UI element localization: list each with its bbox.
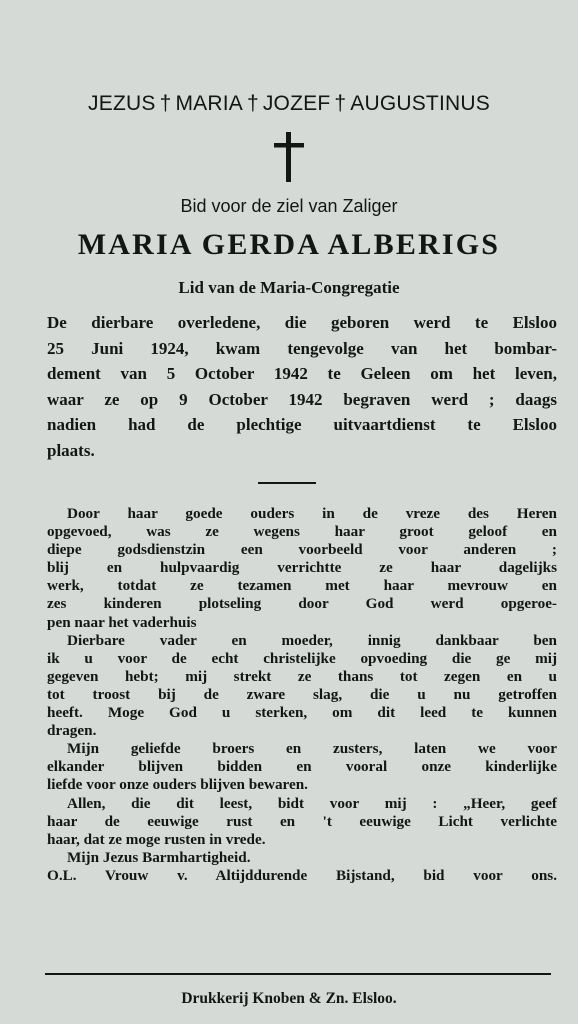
prayer-line: Mijn Jezus Barmhartigheid. (67, 848, 251, 866)
prayer-line: haar de eeuwige rust en 't eeuwige Licht verlichte (47, 812, 557, 830)
short-divider (258, 482, 316, 484)
membership-line: Lid van de Maria-Congregatie (178, 278, 400, 297)
biography-line: nadien had de plechtige uitvaartdienst te Elsloo (47, 415, 557, 434)
latin-cross-icon (0, 132, 578, 187)
prayer-line: tot troost bij de zware slag, die u nu getroffen (47, 685, 557, 703)
biography-line: De dierbare overledene, die geboren werd te Elsloo (47, 313, 557, 332)
header-name: AUGUSTINUS (350, 92, 490, 115)
prayer-line: elkander blijven bidden en vooral onze kinderlijke (47, 758, 557, 776)
dagger-icon: † (334, 92, 347, 115)
prayer-line: zes kinderen plotseling door God werd opgeroe- (47, 595, 557, 613)
prayer-line: liefde voor onze ouders blijven bewaren. (47, 776, 308, 794)
prayer-line: diepe godsdienstzin een voorbeeld voor anderen ; (47, 541, 557, 559)
prayer-line: O.L. Vrouw v. Altijddurende Bijstand, bid voor ons. (47, 866, 557, 884)
prayer-line: heeft. Moge God u sterken, om dit leed te kunnen (47, 704, 557, 722)
prayer-line: pen naar het vaderhuis (47, 613, 197, 631)
holy-names-header (0, 92, 578, 116)
prayer-line: Door haar goede ouders in de vreze des Heren (67, 505, 557, 522)
prayer-line: haar, dat ze moge rusten in vrede. (47, 830, 266, 848)
prayer-line: blij en hulpvaardig verrichtte ze haar dagelijks (47, 559, 557, 577)
prayer-line: Mijn geliefde broers en zusters, laten we voor (67, 740, 557, 758)
prayer-line: ik u voor de echt christelijke opvoeding die ge mij (47, 649, 557, 667)
printer-credit: Drukkerij Knoben & Zn. Elsloo. (181, 990, 397, 1007)
prayer-line: Dierbare vader en moeder, innig dankbaar ben (67, 631, 557, 649)
dagger-icon: † (246, 92, 259, 115)
header-name: MARIA (175, 92, 243, 115)
invocation-line: Bid voor de ziel van Zaliger (180, 196, 398, 216)
biography-line: 25 Juni 1924, kwam tengevolge van het bombar- (47, 338, 557, 358)
header-name: JEZUS (88, 92, 156, 115)
header-name: JOZEF (262, 92, 331, 115)
prayer-line: gegeven hebt; mij strekt ze thans tot zegen en u (47, 667, 557, 685)
long-divider (45, 973, 551, 975)
biography-paragraph (47, 310, 557, 463)
prayer-line: opgevoed, was ze wegens haar groot geloof en (47, 523, 557, 541)
prayer-line: dragen. (47, 722, 97, 740)
biography-line: dement van 5 October 1942 te Geleen om het leven, (47, 364, 557, 383)
biography-line: waar ze op 9 October 1942 begraven werd ; daags (47, 389, 557, 409)
biography-line: plaats. (47, 440, 95, 460)
prayer-line: Allen, die dit leest, bidt voor mij : „Heer, geef (67, 794, 557, 812)
dagger-icon: † (159, 92, 172, 115)
prayer-text (47, 505, 557, 885)
prayer-line: werk, totdat ze tezamen met haar mevrouw en (47, 577, 557, 595)
deceased-name: MARIA GERDA ALBERIGS (77, 228, 501, 261)
